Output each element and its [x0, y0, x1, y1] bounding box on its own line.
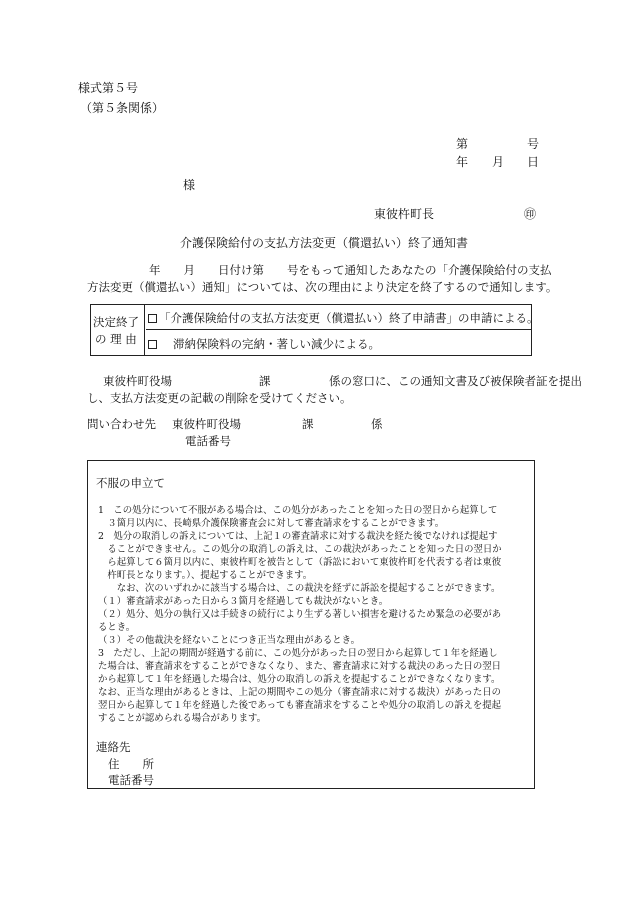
issuer-name: 東彼杵町長: [374, 207, 435, 221]
objection-line: （１）審査請求があった日から３箇月を経過しても裁決がないとき。: [98, 596, 389, 607]
objection-box: [87, 460, 535, 789]
contact-label: 問い合わせ先: [87, 417, 156, 431]
objection-line: 2 処分の取消しの訴えについては、上記１の審査請求に対する裁決を経た後でなければ提起す: [98, 531, 498, 542]
article-reference: （第５条関係）: [80, 101, 165, 115]
objection-contact-label: 連絡先: [96, 740, 131, 754]
objection-line: 3 ただし、上記の期間が経過する前に、この処分があった日の翌日から起算して１年を経過し: [98, 648, 498, 659]
objection-line: 1 この処分について不服がある場合は、この処分があったことを知った日の翌日から起算して: [98, 505, 498, 516]
body-line-2: 方法変更（償還払い）通知」については、次の理由により決定を終了するので通知します。: [87, 280, 558, 294]
reason-option-1-label: 「介護保険給付の支払方法変更（償還払い）終了申請書」の申請による。: [159, 311, 539, 325]
reason-table: [90, 304, 539, 356]
objection-line: ３箇月以内に、長崎県介護保険審査会に対して審査請求をすることができます。: [98, 518, 445, 529]
instruction-line-2: し、支払方法変更の記載の削除を受けてください。: [87, 391, 352, 405]
objection-line: るとき。: [98, 622, 136, 633]
objection-phone-label: 電話番号: [108, 773, 154, 787]
reason-option-2: [146, 330, 531, 355]
objection-line: ら起算して６箇月以内に、東彼杵町を被告として（訴訟において東彼杵町を代表する者は東彼: [98, 557, 502, 568]
body-line-1: 年 月 日付け第 号をもって通知したあなたの「介護保険給付の支払: [149, 263, 552, 277]
instruction-office: 東彼杵町役場: [103, 374, 172, 388]
objection-line: することが認められる場合があります。: [98, 713, 267, 724]
objection-line: た場合は、審査請求をすることができなくなり、また、審査請求に対する裁決のあった日の翌日: [98, 661, 502, 672]
objection-address-label: 住 所: [108, 757, 154, 771]
objection-line: （２）処分、処分の執行又は手続きの続行により生ずる著しい損害を避けるため緊急の必要があ: [98, 609, 502, 620]
contact-section: 課: [302, 417, 314, 431]
doc-number-suffix: 号: [527, 137, 540, 151]
form-number: 様式第５号: [78, 81, 139, 95]
instruction-unit: 係の窓口に、この通知文書及び被保険者証を提出: [329, 374, 582, 388]
contact-phone-label: 電話番号: [185, 434, 231, 448]
reason-table-header: [91, 305, 145, 355]
doc-number-prefix: 第: [456, 137, 469, 151]
reason-header-line-1: 決定終了: [93, 315, 139, 329]
checkbox-option-2[interactable]: [148, 340, 157, 349]
instruction-section: 課: [259, 374, 271, 388]
reason-option-2-label: 滞納保険料の完納・著しい減少による。: [173, 337, 380, 351]
objection-line: 杵町長となります。）、提起することができます。: [98, 570, 313, 581]
checkbox-option-1[interactable]: [148, 314, 157, 323]
objection-line: なお、次のいずれかに該当する場合は、この裁決を経ずに訴訟を提起することができます。: [98, 583, 501, 594]
contact-office: 東彼杵町役場: [172, 417, 241, 431]
date-day: 日: [527, 155, 540, 169]
objection-line: なお、正当な理由があるときは、上記の期間やこの処分（審査請求に対する裁決）があった日の: [98, 687, 502, 698]
date-year: 年: [456, 155, 469, 169]
objection-title: 不服の申立て: [96, 476, 165, 490]
objection-line: から起算して１年を経過した場合は、処分の取消しの訴えを提起することができなくなります。: [98, 674, 501, 685]
objection-line: （３）その他裁決を経ないことにつき正当な理由があるとき。: [98, 635, 360, 646]
reason-header-line-2: の 理 由: [95, 332, 137, 346]
seal-mark: ㊞: [524, 207, 537, 221]
objection-line: 翌日から起算して１年を経過した後であっても審査請求をすることや処分の取消しの訴えを提起: [98, 700, 502, 711]
date-month: 月: [492, 155, 505, 169]
objection-line: ることができません。この処分の取消しの訴えは、この裁決があったことを知った日の翌日か: [98, 544, 502, 555]
contact-unit: 係: [371, 417, 383, 431]
document-title: 介護保険給付の支払方法変更（償還払い）終了通知書: [180, 236, 469, 250]
addressee-honorific: 様: [183, 178, 196, 192]
reason-option-1: [146, 305, 539, 330]
